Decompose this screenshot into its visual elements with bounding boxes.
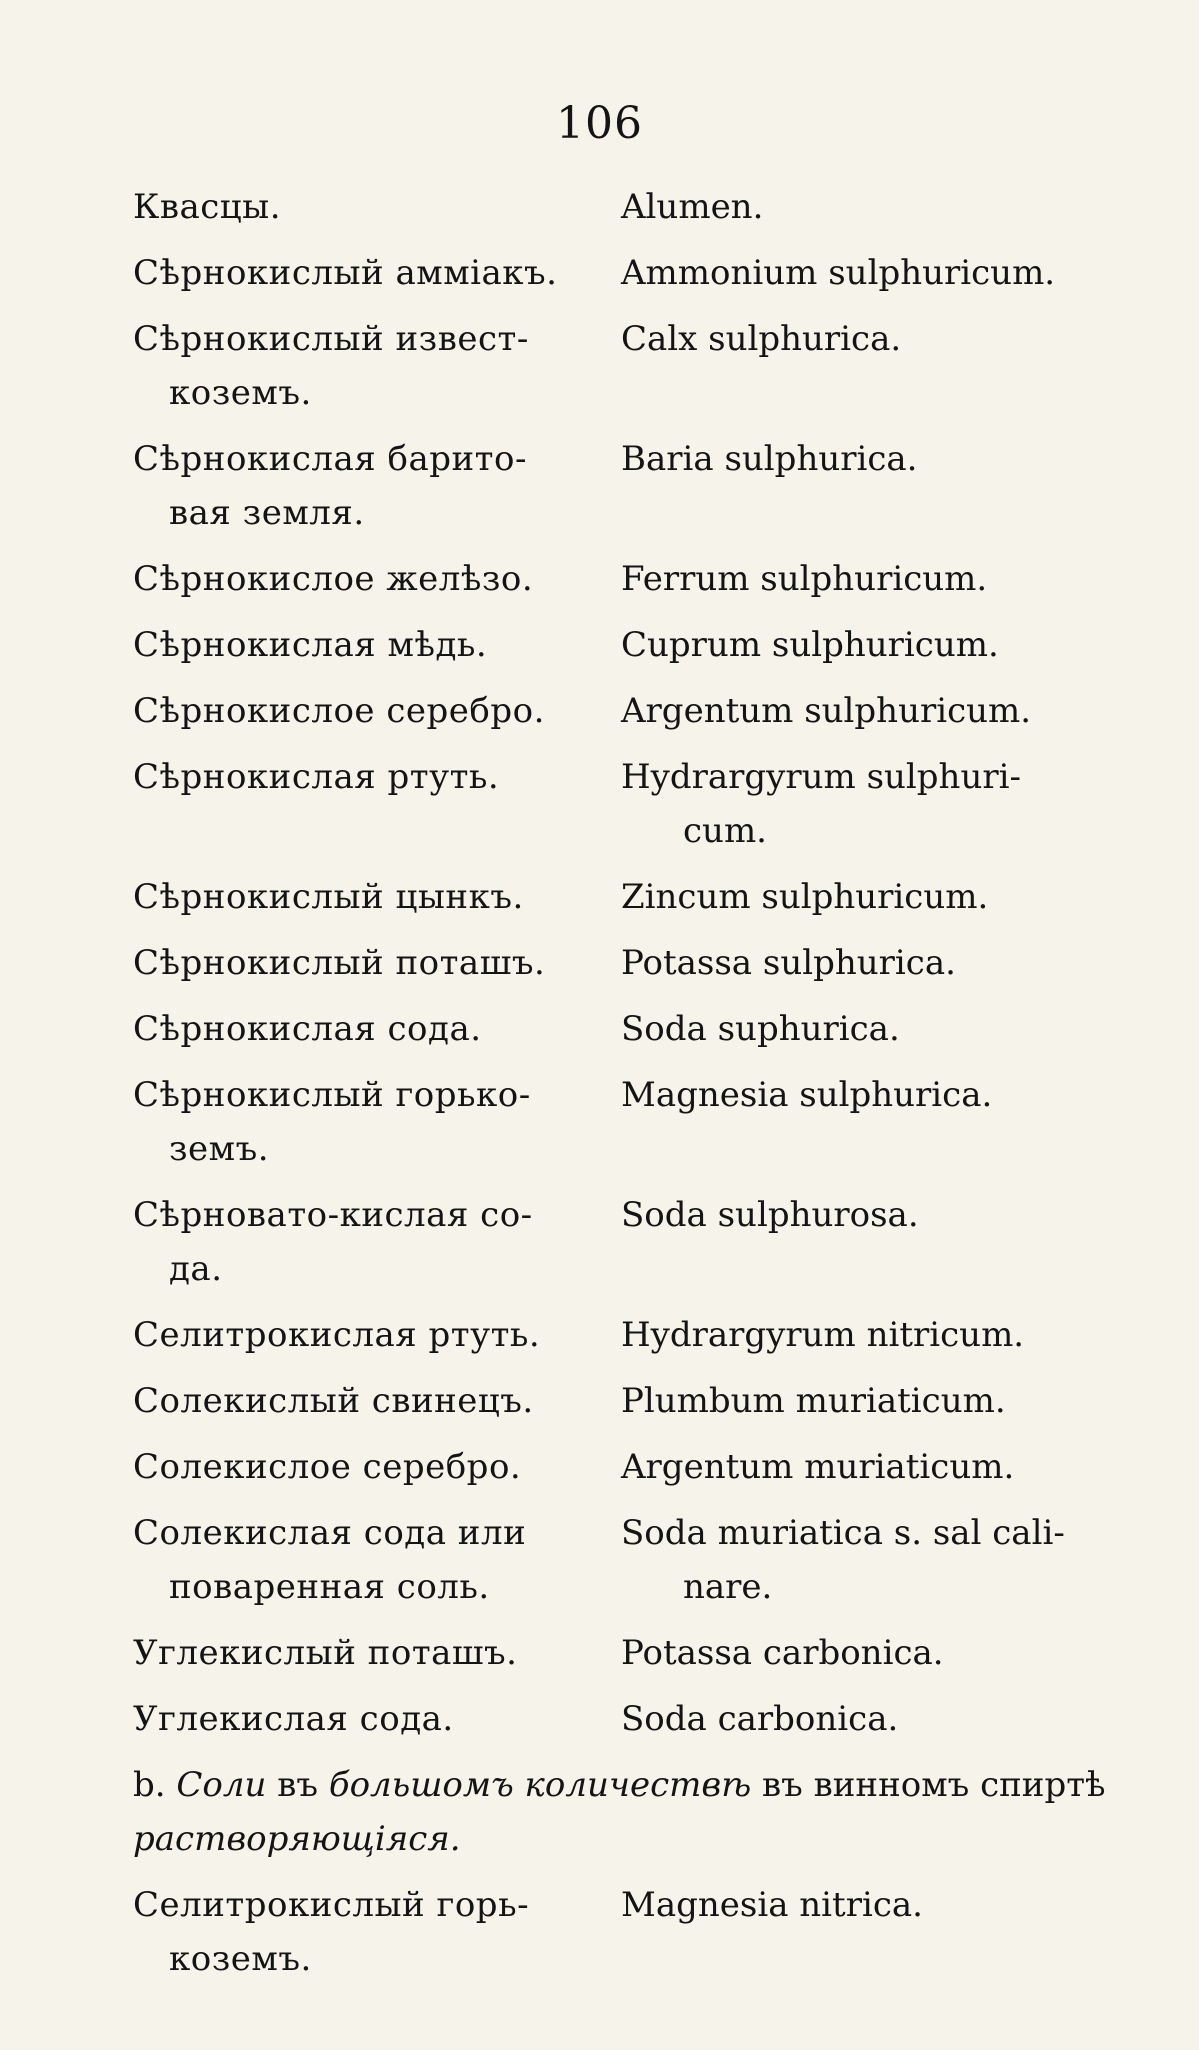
latin-name — [609, 750, 1113, 858]
latin-name — [609, 936, 1113, 990]
entry-rows — [133, 180, 1113, 1746]
russian-name — [133, 1068, 609, 1176]
entry-row — [133, 1374, 1113, 1428]
latin-name-line: Soda carbonica. — [621, 1699, 899, 1739]
russian-name-continuation: коземъ. — [169, 373, 312, 413]
russian-name — [133, 750, 609, 804]
russian-name-line: Сѣрнокислый амміакъ. — [133, 253, 558, 293]
russian-name-line: Селитрокислый горь- — [133, 1885, 530, 1925]
section-heading — [133, 1758, 1113, 1866]
russian-name-line: Сѣрнокислая ртуть. — [133, 757, 500, 797]
russian-name-continuation: коземъ. — [169, 1939, 312, 1979]
russian-name-line: Солекислый свинецъ. — [133, 1381, 534, 1421]
latin-name-line: Argentum sulphuricum. — [621, 691, 1032, 731]
salt-name-list — [133, 180, 1113, 1998]
latin-name — [609, 246, 1113, 300]
russian-name — [133, 1308, 609, 1362]
latin-name — [609, 432, 1113, 486]
russian-name — [133, 180, 609, 234]
russian-name — [133, 1692, 609, 1746]
entry-row — [133, 1626, 1113, 1680]
russian-name — [133, 936, 609, 990]
latin-name — [609, 1068, 1113, 1122]
latin-name-line: Argentum muriaticum. — [621, 1447, 1015, 1487]
russian-name — [133, 1506, 609, 1614]
latin-name — [609, 618, 1113, 672]
russian-name-line: Углекислый поташъ. — [133, 1633, 518, 1673]
russian-name-continuation: земъ. — [169, 1129, 270, 1169]
russian-name-line: Углекислая сода. — [133, 1699, 454, 1739]
russian-name — [133, 1626, 609, 1680]
russian-name-line: Солекислая сода или — [133, 1513, 527, 1553]
entry-row — [133, 936, 1113, 990]
latin-name-line: Cuprum sulphuricum. — [621, 625, 999, 665]
latin-name-line: Magnesia sulphurica. — [621, 1075, 993, 1115]
latin-name — [609, 870, 1113, 924]
entry-row — [133, 618, 1113, 672]
russian-name — [133, 1374, 609, 1428]
russian-name-line: Квасцы. — [133, 187, 281, 227]
latin-name — [609, 1440, 1113, 1494]
latin-name-line: Soda suphurica. — [621, 1009, 900, 1049]
section-italic-3: растворяющіяся. — [133, 1819, 461, 1859]
latin-name-line: Calx sulphurica. — [621, 319, 902, 359]
latin-name-line: Plumbum muriaticum. — [621, 1381, 1006, 1421]
entry-row — [133, 684, 1113, 738]
latin-name-line: Ferrum sulphuricum. — [621, 559, 988, 599]
latin-name: Magnesia nitrica. — [621, 1885, 923, 1925]
entry-row — [133, 1308, 1113, 1362]
latin-name — [609, 1692, 1113, 1746]
entry-row — [133, 1440, 1113, 1494]
entry-row — [133, 552, 1113, 606]
russian-name-line: Сѣрнокислая сода. — [133, 1009, 482, 1049]
latin-name-line: Baria sulphurica. — [621, 439, 918, 479]
entry-row — [133, 750, 1113, 858]
russian-name — [133, 684, 609, 738]
russian-name-line: Сѣрнокислое серебро. — [133, 691, 545, 731]
entry-row — [133, 870, 1113, 924]
latin-name-line: Hydrargyrum sulphuri- — [621, 757, 1021, 797]
latin-name — [609, 312, 1113, 366]
latin-name-continuation: nare. — [683, 1567, 773, 1607]
section-italic-2: большомъ количествѣ — [328, 1765, 752, 1805]
russian-name-line: Сѣрновато-кислая со- — [133, 1195, 533, 1235]
russian-name-continuation: да. — [169, 1249, 223, 1289]
latin-name — [609, 180, 1113, 234]
latin-name-line: Alumen. — [621, 187, 764, 227]
section-text-2: въ — [277, 1765, 319, 1805]
russian-name-continuation: поваренная соль. — [169, 1567, 490, 1607]
entry-row — [133, 312, 1113, 420]
latin-name — [609, 1308, 1113, 1362]
entry-row — [133, 1878, 1113, 1986]
entry-row — [133, 1692, 1113, 1746]
russian-name — [133, 552, 609, 606]
russian-name-continuation: вая земля. — [169, 493, 365, 533]
entry-row — [133, 1002, 1113, 1056]
latin-name — [609, 1506, 1113, 1614]
latin-name — [609, 1374, 1113, 1428]
latin-name — [609, 552, 1113, 606]
latin-name-line: Potassa carbonica. — [621, 1633, 944, 1673]
latin-name-line: Zincum sulphuricum. — [621, 877, 989, 917]
russian-name — [133, 246, 609, 300]
russian-name-line: Селитрокислая ртуть. — [133, 1315, 541, 1355]
latin-name-line: Potassa sulphurica. — [621, 943, 956, 983]
latin-name — [609, 1626, 1113, 1680]
latin-name — [609, 1188, 1113, 1242]
section-text-3: въ винномъ спиртѣ — [762, 1765, 1106, 1805]
russian-name — [133, 432, 609, 540]
section-italic-1: Соли — [176, 1765, 267, 1805]
russian-name-line: Сѣрнокислая барито- — [133, 439, 527, 479]
section-marker: b. — [133, 1765, 166, 1805]
latin-name — [609, 1002, 1113, 1056]
russian-name — [133, 312, 609, 420]
entry-row — [133, 180, 1113, 234]
russian-name-line: Солекислое серебро. — [133, 1447, 522, 1487]
russian-name — [133, 1440, 609, 1494]
russian-name — [133, 1002, 609, 1056]
latin-name-line: Ammonium sulphuricum. — [621, 253, 1056, 293]
russian-name — [133, 1188, 609, 1296]
entry-row — [133, 432, 1113, 540]
entry-row — [133, 1188, 1113, 1296]
russian-name-line: Сѣрнокислый извест- — [133, 319, 529, 359]
russian-name-line: Сѣрнокислый поташъ. — [133, 943, 546, 983]
russian-name-line: Сѣрнокислый цынкъ. — [133, 877, 524, 917]
page-number: 106 — [556, 98, 643, 149]
entry-row — [133, 1068, 1113, 1176]
entry-row — [133, 246, 1113, 300]
russian-name-line: Сѣрнокислый горько- — [133, 1075, 531, 1115]
russian-name-line: Сѣрнокислое желѣзо. — [133, 559, 534, 599]
latin-name-line: Soda muriatica s. sal cali- — [621, 1513, 1065, 1553]
entry-row — [133, 1506, 1113, 1614]
russian-name-line: Сѣрнокислая мѣдь. — [133, 625, 488, 665]
latin-name-continuation: cum. — [683, 811, 767, 851]
latin-name-line: Soda sulphurosa. — [621, 1195, 919, 1235]
latin-name-line: Hydrargyrum nitricum. — [621, 1315, 1025, 1355]
latin-name — [609, 684, 1113, 738]
russian-name — [133, 870, 609, 924]
russian-name — [133, 1878, 609, 1986]
russian-name — [133, 618, 609, 672]
